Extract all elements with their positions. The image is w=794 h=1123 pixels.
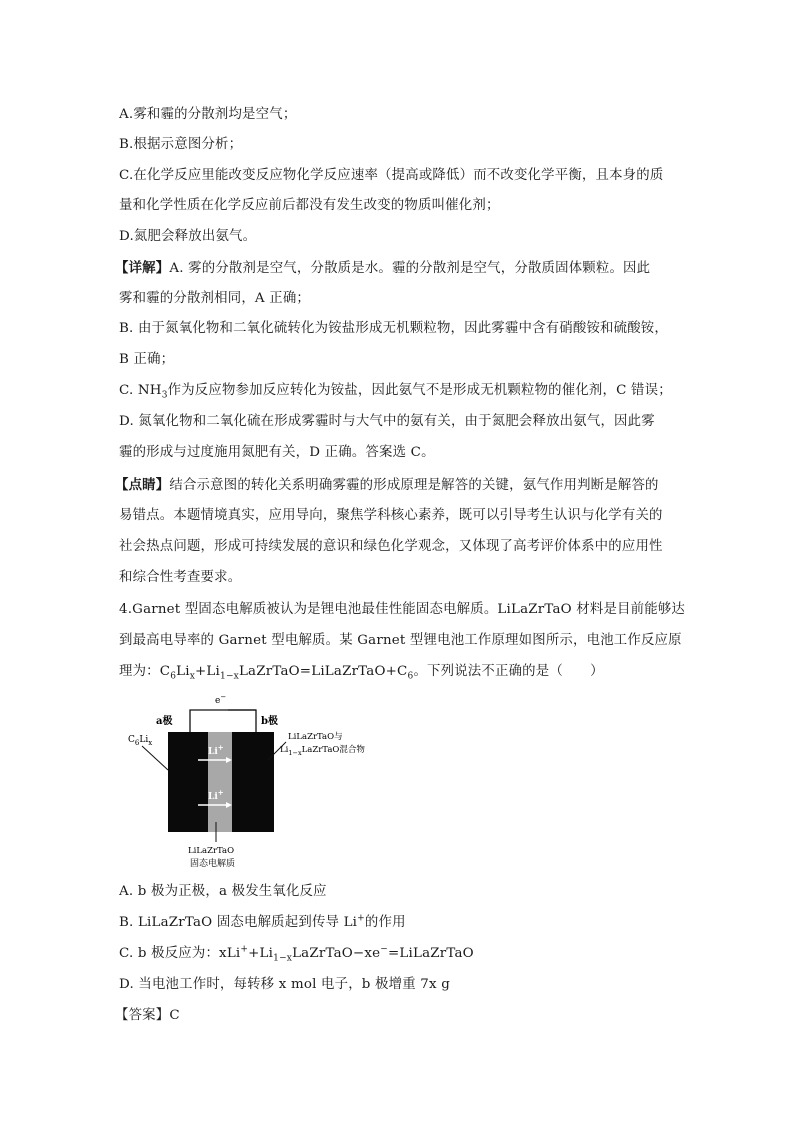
point-line1 bbox=[115, 476, 659, 495]
optC-text-c: LaZrTaO−xe bbox=[292, 946, 381, 961]
a-pole-label: a极 bbox=[156, 716, 173, 727]
detail-text-1: A. 雾的分散剂是空气，分散质是水。霾的分散剂是空气，分散质固体颗粒。因此 bbox=[169, 261, 651, 276]
b-pole-label: b极 bbox=[261, 716, 278, 727]
anode-electrode bbox=[168, 732, 208, 832]
question4-line3 bbox=[119, 663, 604, 681]
option-a: A. b 极为正极，a 极发生氧化反应 bbox=[119, 884, 327, 899]
li-ion-label-2: Li+ bbox=[208, 788, 224, 802]
q4-text-a: 理为：C bbox=[119, 664, 171, 679]
electrolyte-label-1: LiLaZrTaO bbox=[188, 846, 235, 856]
cathode-material-label-2: $Li_{1-x}LaZrTaO$混合物 bbox=[280, 745, 365, 757]
q4-text-b: Li bbox=[176, 664, 190, 679]
detail5-sub: 3 bbox=[161, 390, 168, 401]
hint-d: D.氮肥会释放出氨气。 bbox=[119, 229, 257, 244]
detail-line3: B. 由于氮氧化物和二氧化硫转化为铵盐形成无机颗粒物，因此雾霾中含有硝酸铵和硫酸铵， bbox=[119, 321, 668, 336]
detail-tag: 【详解】 bbox=[115, 260, 170, 276]
detail5-a: C. NH bbox=[119, 383, 162, 398]
li-ion-label-1: Li+ bbox=[208, 743, 224, 757]
point-tag: 【点睛】 bbox=[115, 477, 170, 493]
optC-sup-2: − bbox=[380, 944, 388, 955]
detail-line2: 雾和霾的分散剂相同，A 正确； bbox=[119, 291, 311, 306]
question4-line1: 4.Garnet 型固态电解质被认为是锂电池最佳性能固态电解质。LiLaZrTaO 材料是目前能够达 bbox=[119, 602, 686, 617]
answer-line: 【答案】C bbox=[115, 1008, 180, 1023]
detail-line6: D. 氮氧化物和二氧化硫在形成雾霾时与大气中的氨有关，由于氮肥会释放出氨气，因此雾 bbox=[119, 414, 655, 429]
point-line2: 易错点。本题情境真实，应用导向，聚焦学科核心素养，既可以引导考生认识与化学有关的 bbox=[119, 508, 663, 523]
option-b bbox=[119, 914, 406, 932]
anode-material-label: $C_6Li_x$ bbox=[128, 735, 153, 747]
anode-leader-line bbox=[142, 746, 168, 770]
electron-label: e− bbox=[215, 693, 227, 706]
hint-c-line1: C.在化学反应里能改变反应物化学反应速率（提高或降低）而不改变化学平衡，且本身的质 bbox=[119, 168, 664, 183]
detail-line4: B 正确； bbox=[119, 352, 175, 367]
detail5-b: 作为反应物参加反应转化为铵盐，因此氨气不是形成无机颗粒物的催化剂，C 错误； bbox=[167, 383, 672, 398]
optC-text-b: +Li bbox=[248, 946, 274, 961]
point-line3: 社会热点问题，形成可持续发展的意识和绿色化学观念，又体现了高考评价体系中的应用性 bbox=[119, 539, 663, 554]
q4-sub-1: 6 bbox=[170, 671, 177, 682]
hint-a: A.雾和霾的分散剂均是空气； bbox=[119, 107, 297, 122]
detail-line5 bbox=[119, 382, 672, 400]
electrolyte-label-2: 固态电解质 bbox=[190, 859, 236, 869]
battery-diagram-svg bbox=[128, 692, 398, 872]
optC-sup-1: + bbox=[240, 944, 249, 955]
hint-b: B.根据示意图分析； bbox=[119, 137, 243, 152]
optC-text-a: C. b 极反应为：xLi bbox=[119, 946, 241, 961]
point-text-1: 结合示意图的转化关系明确雾霾的形成原理是解答的关键，氨气作用判断是解答的 bbox=[169, 478, 659, 493]
q4-text-e: 。下列说法不正确的是（ ） bbox=[413, 664, 604, 679]
q4-sub-2: x bbox=[189, 671, 196, 682]
optB-text-a: B. LiLaZrTaO 固态电解质起到传导 Li bbox=[119, 915, 358, 930]
option-c bbox=[119, 945, 474, 963]
hint-c-line2: 量和化学性质在化学反应前后都没有发生改变的物质叫催化剂； bbox=[119, 198, 500, 213]
optB-text-b: 的作用 bbox=[364, 915, 406, 930]
battery-diagram bbox=[128, 692, 398, 872]
q4-text-d: LaZrTaO=LiLaZrTaO+C bbox=[238, 664, 408, 679]
cathode-material-label-1: LiLaZrTaO与 bbox=[288, 732, 343, 742]
wire-right bbox=[228, 710, 256, 732]
option-d: D. 当电池工作时，每转移 x mol 电子，b 极增重 7x g bbox=[119, 977, 450, 992]
q4-text-c: +Li bbox=[195, 664, 221, 679]
point-line4: 和综合性考查要求。 bbox=[119, 570, 242, 585]
cathode-electrode bbox=[232, 732, 274, 832]
question4-line2: 到最高电导率的 Garnet 型电解质。某 Garnet 型锂电池工作原理如图所示，电池工作反应原 bbox=[119, 633, 682, 648]
detail-line1 bbox=[115, 259, 650, 278]
q4-sub-4: 6 bbox=[407, 671, 414, 682]
optC-sub: 1−x bbox=[273, 953, 293, 964]
q4-sub-3: 1−x bbox=[220, 671, 239, 682]
detail-line7: 霾的形成与过度施用氮肥有关，D 正确。答案选 C。 bbox=[119, 445, 435, 460]
optC-text-d: =LiLaZrTaO bbox=[387, 946, 474, 961]
optB-sup: + bbox=[357, 913, 365, 924]
wire-left bbox=[190, 710, 256, 732]
